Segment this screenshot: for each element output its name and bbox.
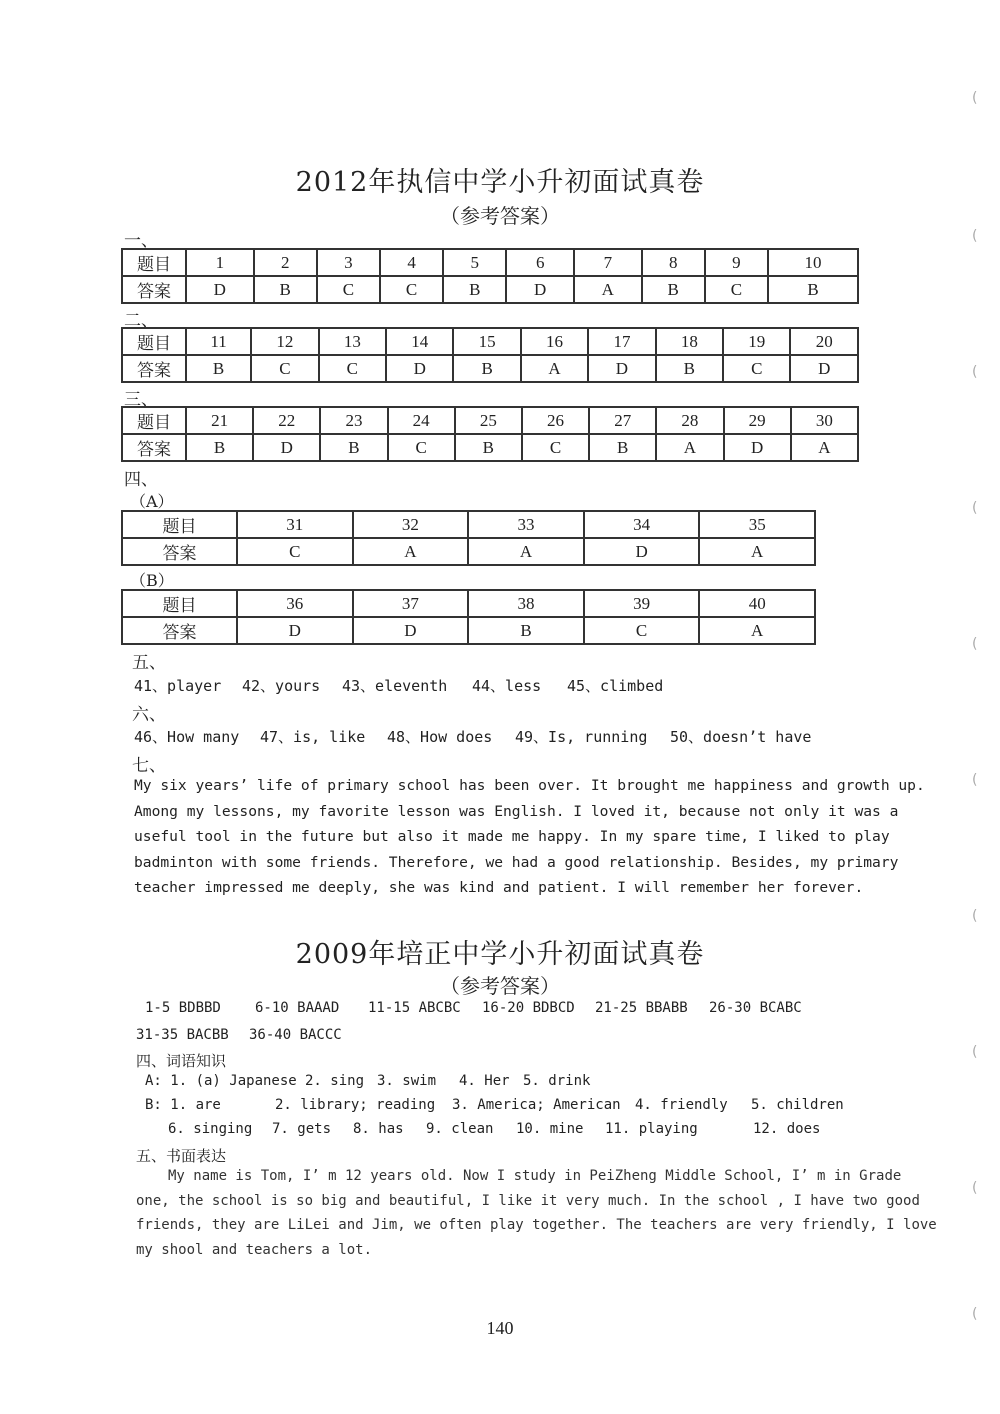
question-cell: 32 bbox=[353, 511, 469, 538]
writing-line: friends, they are LiLei and Jim, we often play together. The teachers are very friendly, I love bbox=[136, 1217, 937, 1233]
section-4b-label: （B） bbox=[130, 571, 174, 590]
answer-label-cell: 答案 bbox=[122, 617, 237, 644]
answer-cell: D bbox=[186, 276, 254, 303]
binding-mark: ( bbox=[972, 1306, 978, 1322]
section-5-label: 五、 bbox=[132, 653, 166, 673]
answer-cell: D bbox=[253, 434, 320, 461]
answer-cell: A bbox=[521, 355, 588, 382]
mc-group: 21-25 BBABB bbox=[595, 1000, 688, 1016]
essay-line: My six years’ life of primary school has been over. It brought me happiness and growth up. bbox=[134, 777, 925, 794]
answer-cell: D bbox=[237, 617, 353, 644]
vocab-a-item: 2. sing bbox=[305, 1073, 365, 1089]
question-cell: 28 bbox=[656, 407, 723, 434]
answer-cell: D bbox=[353, 617, 469, 644]
question-row bbox=[122, 249, 858, 276]
exam2-title: 2009年培正中学小升初面试真卷 bbox=[295, 939, 705, 970]
answer-table-1 bbox=[121, 248, 859, 304]
question-cell: 14 bbox=[386, 328, 453, 355]
answer-cell: B bbox=[656, 355, 723, 382]
vocab-a-item: 3. swim bbox=[377, 1073, 437, 1089]
question-cell: 33 bbox=[468, 511, 584, 538]
question-cell: 27 bbox=[589, 407, 656, 434]
section-6-answers bbox=[134, 726, 811, 747]
binding-mark: ( bbox=[972, 364, 978, 380]
answer-cell: C bbox=[388, 434, 455, 461]
answer-cell: A bbox=[656, 434, 723, 461]
answer-row bbox=[122, 617, 815, 644]
answer-cell: A bbox=[574, 276, 642, 303]
answer-table-4a bbox=[121, 510, 816, 566]
writing-line: one, the school is so big and beautiful, I like it very much. In the school , I have two good bbox=[136, 1192, 920, 1209]
exam2-mc-line-2 bbox=[136, 1027, 342, 1043]
vocab-label: 四、词语知识 bbox=[136, 1052, 227, 1070]
question-cell: 6 bbox=[506, 249, 574, 276]
question-cell: 35 bbox=[699, 511, 815, 538]
answer-cell: B bbox=[320, 434, 387, 461]
writing-line: My name is Tom, I’ m 12 years old. Now I study in PeiZheng Middle School, I’ m in Grade bbox=[168, 1168, 902, 1184]
question-label-cell: 题目 bbox=[122, 511, 237, 538]
question-cell: 15 bbox=[453, 328, 520, 355]
question-cell: 34 bbox=[584, 511, 700, 538]
mc-group: 11-15 ABCBC bbox=[368, 1000, 461, 1016]
exam2-mc-line-1 bbox=[145, 1000, 802, 1016]
answer-cell: A bbox=[353, 538, 469, 565]
answer-50: 50、doesn’t have bbox=[670, 728, 812, 746]
question-label-cell: 题目 bbox=[122, 407, 186, 434]
question-row bbox=[122, 407, 858, 434]
answer-label-cell: 答案 bbox=[122, 355, 186, 382]
answer-42: 42、yours bbox=[242, 677, 321, 695]
mc-group: 1-5 BDBBD bbox=[145, 1000, 221, 1016]
answer-cell: C bbox=[522, 434, 589, 461]
question-cell: 4 bbox=[380, 249, 443, 276]
question-cell: 9 bbox=[705, 249, 768, 276]
question-cell: 13 bbox=[319, 328, 386, 355]
answer-table-4b bbox=[121, 589, 816, 645]
answer-cell: D bbox=[790, 355, 858, 382]
answer-41: 41、player bbox=[134, 677, 222, 695]
section-4-label: 四、 bbox=[124, 470, 158, 490]
binding-mark: ( bbox=[972, 772, 978, 788]
binding-mark: ( bbox=[972, 636, 978, 652]
binding-mark: ( bbox=[972, 1180, 978, 1196]
vocab-b-item: 4. friendly bbox=[635, 1097, 728, 1113]
vocab-a-item: A: 1. (a) Japanese bbox=[145, 1073, 297, 1089]
answer-cell: D bbox=[588, 355, 655, 382]
question-cell: 29 bbox=[724, 407, 791, 434]
question-row bbox=[122, 511, 815, 538]
question-cell: 18 bbox=[656, 328, 723, 355]
answer-cell: C bbox=[380, 276, 443, 303]
question-cell: 22 bbox=[253, 407, 320, 434]
question-row bbox=[122, 328, 858, 355]
vocab-a-line bbox=[145, 1073, 590, 1089]
vocab-b-item: 6. singing bbox=[168, 1121, 253, 1137]
question-cell: 24 bbox=[388, 407, 455, 434]
exam1-title: 2012年执信中学小升初面试真卷 bbox=[295, 167, 705, 198]
mc-group: 6-10 BAAAD bbox=[255, 1000, 340, 1016]
answer-cell: D bbox=[724, 434, 791, 461]
question-cell: 10 bbox=[768, 249, 858, 276]
vocab-a-item: 4. Her bbox=[459, 1073, 510, 1089]
answer-cell: D bbox=[506, 276, 574, 303]
binding-mark: ( bbox=[972, 908, 978, 924]
essay-line: Among my lessons, my favorite lesson was English. I loved it, because not only it was a bbox=[134, 802, 899, 820]
question-cell: 16 bbox=[521, 328, 588, 355]
answer-cell: A bbox=[468, 538, 584, 565]
section-5-answers bbox=[134, 675, 663, 696]
vocab-b-line-2 bbox=[168, 1121, 820, 1137]
question-cell: 30 bbox=[791, 407, 858, 434]
answer-cell: B bbox=[453, 355, 520, 382]
answer-row bbox=[122, 355, 858, 382]
essay-line: teacher impressed me deeply, she was kind and patient. I will remember her forever. bbox=[134, 879, 864, 896]
answer-cell: B bbox=[186, 434, 253, 461]
binding-mark: ( bbox=[972, 500, 978, 516]
answer-cell: B bbox=[455, 434, 522, 461]
question-cell: 26 bbox=[522, 407, 589, 434]
answer-47: 47、is, like bbox=[260, 728, 366, 746]
question-cell: 5 bbox=[443, 249, 506, 276]
mc-group: 16-20 BDBCD bbox=[482, 1000, 575, 1016]
binding-mark: ( bbox=[972, 90, 978, 106]
answer-cell: C bbox=[723, 355, 790, 382]
question-cell: 8 bbox=[642, 249, 705, 276]
answer-cell: A bbox=[699, 538, 815, 565]
answer-49: 49、Is, running bbox=[515, 728, 648, 746]
vocab-b-line-1 bbox=[145, 1097, 844, 1113]
vocab-b-item: 5. children bbox=[751, 1097, 844, 1113]
question-cell: 12 bbox=[251, 328, 318, 355]
answer-cell: B bbox=[768, 276, 858, 303]
question-cell: 2 bbox=[254, 249, 317, 276]
answer-cell: B bbox=[642, 276, 705, 303]
vocab-b-item: 10. mine bbox=[516, 1121, 584, 1137]
answer-cell: B bbox=[186, 355, 251, 382]
writing-line: my shool and teachers a lot. bbox=[136, 1241, 373, 1258]
section-6-label: 六、 bbox=[132, 705, 166, 725]
answer-cell: C bbox=[319, 355, 386, 382]
answer-48: 48、How does bbox=[387, 728, 493, 746]
answer-43: 43、eleventh bbox=[342, 677, 448, 695]
section-7-label: 七、 bbox=[132, 756, 166, 776]
mc-group: 36-40 BACCC bbox=[249, 1027, 342, 1043]
question-cell: 19 bbox=[723, 328, 790, 355]
question-cell: 3 bbox=[317, 249, 380, 276]
vocab-b-item: 3. America; American bbox=[452, 1097, 621, 1113]
writing-label: 五、书面表达 bbox=[136, 1147, 227, 1165]
exam1-subtitle: （参考答案） bbox=[440, 204, 560, 228]
question-cell: 20 bbox=[790, 328, 858, 355]
answer-cell: B bbox=[468, 617, 584, 644]
binding-mark: ( bbox=[972, 228, 978, 244]
section-3-label: 三、 bbox=[124, 390, 158, 410]
answer-table-2 bbox=[121, 327, 859, 383]
answer-cell: A bbox=[791, 434, 858, 461]
question-cell: 7 bbox=[574, 249, 642, 276]
question-label-cell: 题目 bbox=[122, 590, 237, 617]
answer-cell: C bbox=[705, 276, 768, 303]
answer-46: 46、How many bbox=[134, 728, 240, 746]
section-2-label: 二、 bbox=[124, 311, 158, 331]
question-cell: 38 bbox=[468, 590, 584, 617]
binding-mark: ( bbox=[972, 1044, 978, 1060]
exam2-subtitle: （参考答案） bbox=[440, 974, 560, 998]
vocab-b-item: 7. gets bbox=[272, 1121, 332, 1137]
question-row bbox=[122, 590, 815, 617]
answer-table-3 bbox=[121, 406, 859, 462]
answer-cell: C bbox=[251, 355, 318, 382]
vocab-b-item: B: 1. are bbox=[145, 1097, 221, 1113]
answer-45: 45、climbed bbox=[567, 677, 664, 695]
question-cell: 23 bbox=[320, 407, 387, 434]
answer-cell: B bbox=[589, 434, 656, 461]
vocab-a-item: 5. drink bbox=[523, 1073, 591, 1089]
question-label-cell: 题目 bbox=[122, 249, 186, 276]
question-cell: 39 bbox=[584, 590, 700, 617]
question-cell: 40 bbox=[699, 590, 815, 617]
section-7-essay bbox=[134, 773, 925, 901]
answer-row bbox=[122, 276, 858, 303]
answer-cell: D bbox=[386, 355, 453, 382]
answer-row bbox=[122, 434, 858, 461]
answer-row bbox=[122, 538, 815, 565]
answer-cell: C bbox=[584, 617, 700, 644]
question-cell: 11 bbox=[186, 328, 251, 355]
question-cell: 36 bbox=[237, 590, 353, 617]
vocab-b-item: 11. playing bbox=[605, 1121, 698, 1137]
answer-label-cell: 答案 bbox=[122, 538, 237, 565]
answer-44: 44、less bbox=[472, 677, 542, 695]
essay-line: badminton with some friends. Therefore, we had a good relationship. Besides, my primary bbox=[134, 853, 899, 871]
mc-group: 31-35 BACBB bbox=[136, 1027, 229, 1043]
mc-group: 26-30 BCABC bbox=[709, 1000, 802, 1016]
question-cell: 17 bbox=[588, 328, 655, 355]
writing-essay bbox=[136, 1164, 937, 1262]
essay-line: useful tool in the future but also it made me happy. In my spare time, I liked to play bbox=[134, 828, 890, 845]
vocab-b-item: 2. library; reading bbox=[275, 1097, 436, 1113]
answer-cell: B bbox=[254, 276, 317, 303]
question-cell: 21 bbox=[186, 407, 253, 434]
vocab-b-item: 9. clean bbox=[426, 1121, 494, 1137]
section-4a-label: （A） bbox=[130, 492, 174, 511]
answer-cell: D bbox=[584, 538, 700, 565]
question-cell: 1 bbox=[186, 249, 254, 276]
answer-cell: C bbox=[237, 538, 353, 565]
answer-label-cell: 答案 bbox=[122, 434, 186, 461]
question-cell: 25 bbox=[455, 407, 522, 434]
question-cell: 37 bbox=[353, 590, 469, 617]
section-1-label: 一、 bbox=[124, 231, 158, 251]
question-cell: 31 bbox=[237, 511, 353, 538]
page-number: 140 bbox=[486, 1318, 514, 1338]
answer-cell: C bbox=[317, 276, 380, 303]
vocab-b-item: 8. has bbox=[353, 1121, 404, 1137]
answer-cell: B bbox=[443, 276, 506, 303]
question-label-cell: 题目 bbox=[122, 328, 186, 355]
answer-label-cell: 答案 bbox=[122, 276, 186, 303]
vocab-b-item: 12. does bbox=[753, 1121, 821, 1137]
answer-cell: A bbox=[699, 617, 815, 644]
